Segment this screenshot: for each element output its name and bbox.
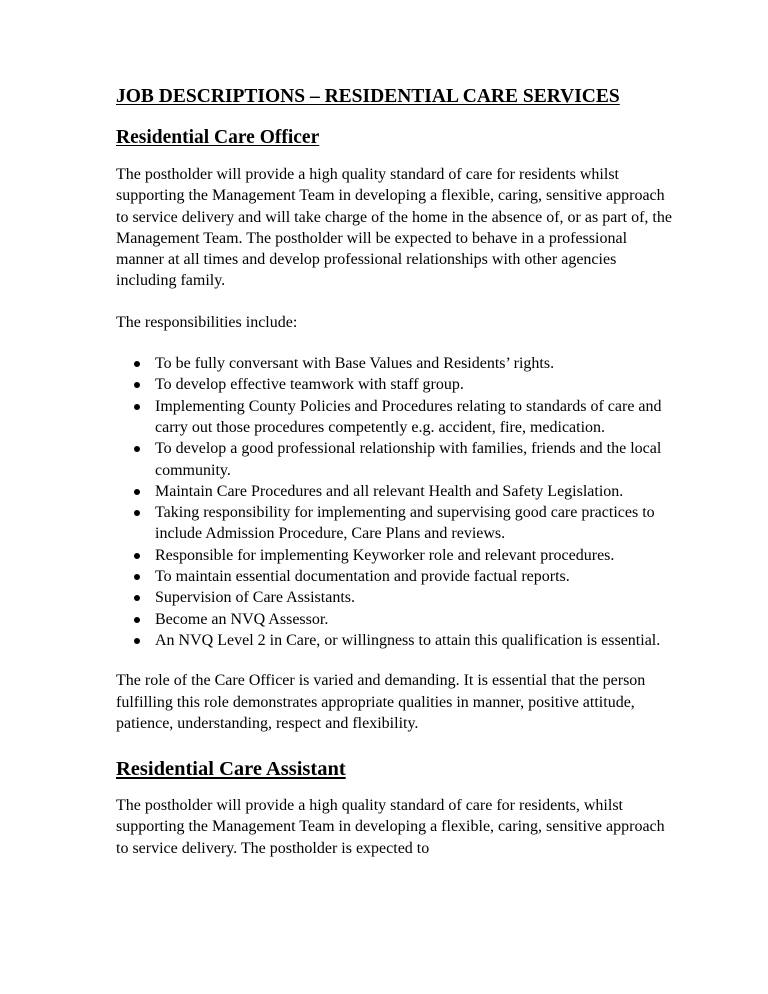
list-item-text: Become an NVQ Assessor. — [155, 610, 329, 628]
bullet-icon — [134, 595, 140, 601]
bullet-icon — [134, 617, 140, 623]
list-item — [116, 566, 676, 587]
bullet-icon — [134, 574, 140, 580]
document-title: JOB DESCRIPTIONS – RESIDENTIAL CARE SERVICES — [116, 86, 620, 107]
list-item — [116, 481, 676, 502]
list-item — [116, 438, 676, 481]
bullet-icon — [134, 361, 140, 367]
bullet-icon — [134, 382, 140, 388]
care-assistant-intro-paragraph: The postholder will provide a high quality standard of care for residents, whilst supporting the Management Team in developing a flexible, caring, sensitive approach to service delivery. The postholder is expected to — [116, 797, 665, 857]
care-officer-intro-paragraph: The postholder will provide a high quality standard of care for residents whilst supporting the Management Team in developing a flexible, caring, sensitive approach to service delivery and will take charge of the home in the absence of, or as part of, the Management Team. The postholder will be expected to behave in a professional manner at all times and develop professional relationships with other agencies including family. — [116, 166, 672, 290]
list-item — [116, 545, 676, 566]
list-item-text: An NVQ Level 2 in Care, or willingness to attain this qualification is essential. — [155, 631, 661, 649]
bullet-icon — [134, 446, 140, 452]
bullet-icon — [134, 553, 140, 559]
list-item — [116, 502, 676, 545]
care-officer-closing-paragraph: The role of the Care Officer is varied and demanding. It is essential that the person fulfilling this role demonstrates appropriate qualities in manner, positive attitude, patience, understanding, respect and flexibility. — [116, 672, 646, 732]
bullet-icon — [134, 510, 140, 516]
list-item-text: To develop a good professional relationship with families, friends and the local community. — [155, 440, 662, 479]
list-item — [116, 374, 676, 395]
list-item-text: Taking responsibility for implementing and supervising good care practices to include Admission Procedure, Care Plans and reviews. — [155, 504, 655, 543]
bullet-icon — [134, 638, 140, 644]
list-item — [116, 587, 676, 608]
responsibilities-list — [116, 353, 676, 651]
responsibilities-label: The responsibilities include: — [116, 313, 298, 331]
list-item-text: To develop effective teamwork with staff group. — [155, 376, 464, 394]
list-item-text: Supervision of Care Assistants. — [155, 589, 355, 607]
section-heading-care-assistant: Residential Care Assistant — [116, 758, 346, 781]
list-item-text: To maintain essential documentation and provide factual reports. — [155, 568, 570, 586]
list-item-text: Maintain Care Procedures and all relevant Health and Safety Legislation. — [155, 482, 624, 500]
list-item-text: Responsible for implementing Keyworker role and relevant procedures. — [155, 546, 615, 564]
list-item-text: To be fully conversant with Base Values and Residents’ rights. — [155, 355, 555, 373]
bullet-icon — [134, 489, 140, 495]
document-page — [116, 84, 676, 859]
list-item — [116, 353, 676, 374]
list-item-text: Implementing County Policies and Procedures relating to standards of care and carry out those procedures competently e.g. accident, fire, medication. — [155, 397, 662, 436]
list-item — [116, 396, 676, 439]
list-item — [116, 609, 676, 630]
section-heading-care-officer: Residential Care Officer — [116, 127, 320, 148]
list-item — [116, 630, 676, 651]
bullet-icon — [134, 404, 140, 410]
